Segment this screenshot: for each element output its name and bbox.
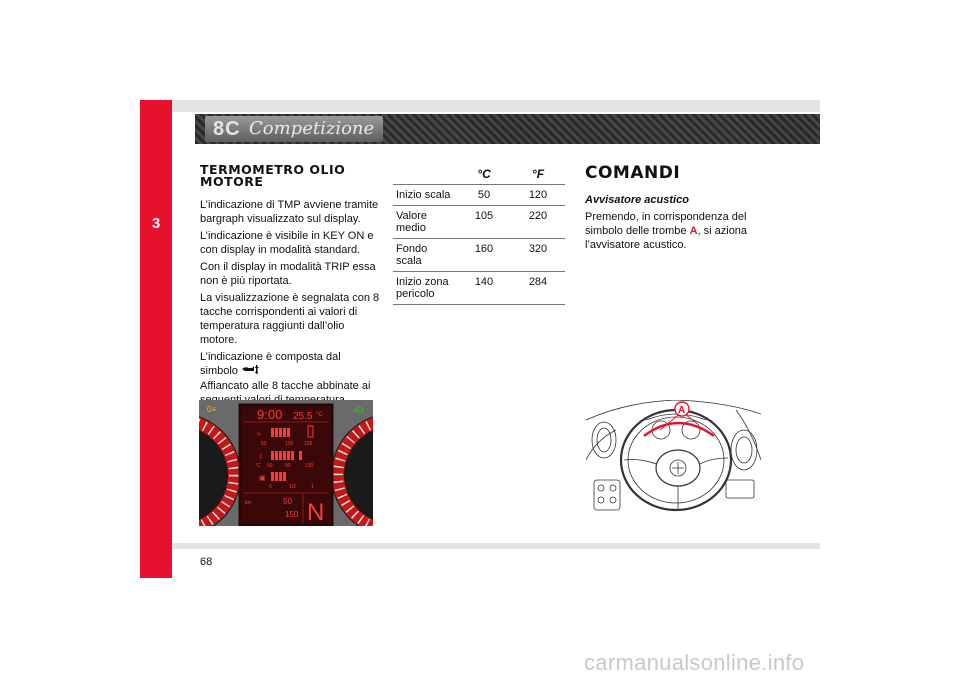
- brand-logo: [205, 116, 383, 142]
- row-label: Fondo scala: [393, 239, 457, 272]
- chapter-tab: [140, 100, 172, 578]
- svg-text:⌇: ⌇: [259, 454, 263, 461]
- table-row: [393, 206, 565, 239]
- row-label: Valore medio: [393, 206, 457, 239]
- scale-2-unit: °C: [255, 463, 261, 469]
- scale-1-mid: 100: [285, 441, 294, 447]
- display-speed: 50: [283, 497, 292, 506]
- scale-1-low: 50: [261, 441, 267, 447]
- horn-marker: A: [689, 225, 698, 237]
- table-header: [393, 164, 457, 185]
- display-odometer: 150: [285, 510, 299, 519]
- display-time: 9:00: [257, 407, 283, 422]
- comandi-text-before: Premendo, in corrispondenza del simbolo delle trombe: [585, 211, 747, 237]
- fog-light-icon: ≡D: [353, 406, 364, 415]
- display-unit: km: [245, 500, 252, 506]
- row-label: Inizio scala: [393, 185, 457, 206]
- temperature-table: [393, 164, 565, 305]
- body-text: [200, 198, 380, 410]
- celsius-value: 140: [457, 272, 511, 305]
- scale-1-high: 160: [304, 441, 313, 447]
- steering-wheel-image: [586, 400, 761, 526]
- comandi-subtitle: Avvisatore acustico: [585, 194, 689, 206]
- comandi-text: [585, 210, 765, 252]
- paragraph: Affiancato alle 8 tacche abbinate ai: [200, 380, 371, 392]
- paragraph-with-symbol: [200, 350, 380, 379]
- oil-temperature-icon: [241, 364, 261, 379]
- table-header-fahrenheit: °F: [511, 164, 565, 185]
- top-rule: [172, 100, 820, 112]
- table-row: [393, 272, 565, 305]
- logo-script: Competizione: [249, 118, 375, 139]
- fahrenheit-value: 220: [511, 206, 565, 239]
- display-gear: N: [307, 499, 325, 526]
- page-number: 68: [200, 556, 213, 568]
- scale-3-mid: 1/2: [289, 484, 296, 490]
- celsius-value: 50: [457, 185, 511, 206]
- fahrenheit-value: 320: [511, 239, 565, 272]
- table-row: [393, 185, 565, 206]
- row-label: Inizio zona pericolo: [393, 272, 457, 305]
- paragraph: L’indicazione è visibile in KEY ON e con display in modalità standard.: [200, 230, 374, 256]
- fahrenheit-value: 120: [511, 185, 565, 206]
- table-header-row: [393, 164, 565, 185]
- comandi-title: COMANDI: [585, 163, 681, 183]
- display-temp: 25.5: [293, 411, 313, 422]
- paragraph: L’indicazione è composta dal simbolo: [200, 351, 341, 377]
- scale-2-low: 50: [267, 463, 273, 469]
- paragraph: Con il display in modalità TRIP essa non è più riportata.: [200, 261, 376, 287]
- bottom-rule: [172, 543, 820, 549]
- horn-label-a: A: [678, 405, 686, 416]
- fuel-icon: ▣: [259, 475, 266, 482]
- logo-mark: 8C: [213, 118, 241, 140]
- table-header-celsius: °C: [457, 164, 511, 185]
- section-title: TERMOMETRO OLIO MOTORE: [200, 162, 346, 189]
- paragraph: L’indicazione di TMP avviene tramite bargraph visualizzato sul display.: [200, 199, 379, 225]
- dashboard-display-image: [199, 400, 373, 526]
- watermark: carmanualsonline.info: [584, 650, 805, 675]
- celsius-value: 105: [457, 206, 511, 239]
- scale-3-low: 0: [269, 484, 272, 490]
- celsius-value: 160: [457, 239, 511, 272]
- table-row: [393, 239, 565, 272]
- scale-2-mid: 90: [285, 463, 291, 469]
- paragraph: La visualizzazione è segnalata con 8 tacche corrispondenti ai valori di temperatura raggiunti dall’olio motore.: [200, 292, 380, 346]
- svg-text:≈: ≈: [257, 431, 261, 438]
- warning-light-icon: 0≡: [207, 405, 217, 414]
- comandi-text-after: , si aziona l’avvisatore acustico.: [585, 225, 748, 251]
- display-temp-unit: °C: [316, 412, 323, 418]
- fahrenheit-value: 284: [511, 272, 565, 305]
- chapter-number: 3: [151, 215, 161, 232]
- scale-3-high: 1: [311, 484, 314, 490]
- scale-2-high: 130: [305, 463, 314, 469]
